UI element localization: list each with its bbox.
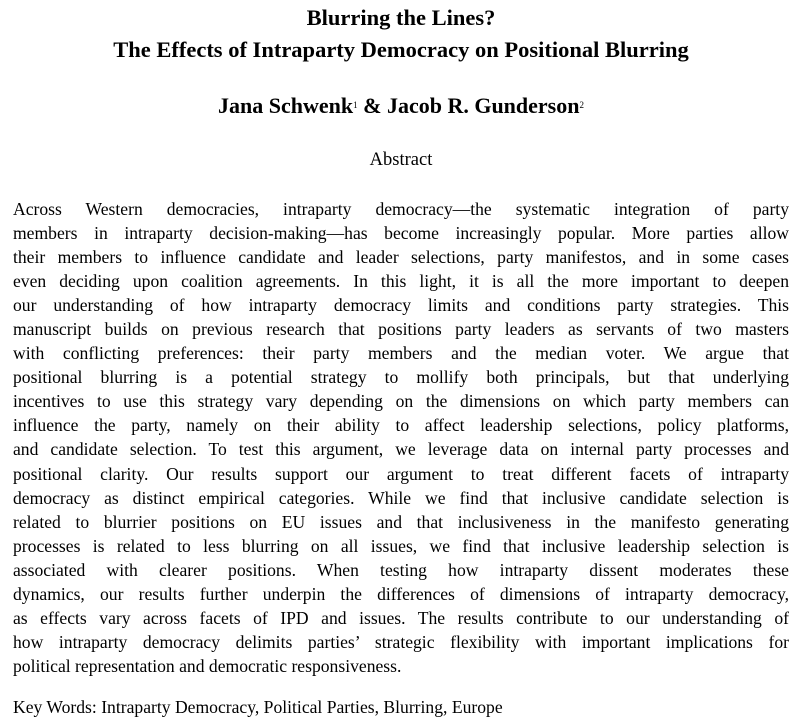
abstract-line: influence the party, namely on their ability to affect leadership selections, policy platforms, bbox=[13, 415, 789, 436]
paper-title-line-1: Blurring the Lines? bbox=[306, 5, 496, 30]
abstract-heading: Abstract bbox=[369, 150, 433, 170]
abstract-line: democracy as distinct empirical categories. While we find that inclusive candidate selection is bbox=[13, 487, 789, 508]
keywords-line bbox=[13, 694, 789, 720]
abstract-line: and candidate selection. To test this argument, we leverage data on internal party processes and bbox=[13, 439, 789, 460]
abstract-line: even deciding upon coalition agreements. In this light, it is all the more important to deepen bbox=[13, 271, 789, 292]
abstract-line: dynamics, our results further underpin the differences of dimensions of intraparty democracy, bbox=[13, 583, 789, 604]
keywords-label: Key Words bbox=[13, 697, 92, 717]
abstract-line: how intraparty democracy delimits parties’ strategic flexibility with important implications for bbox=[13, 631, 789, 652]
abstract-line: political representation and democratic responsiveness. bbox=[13, 655, 402, 676]
keywords-value: Intraparty Democracy, Political Parties, Blurring, Europe bbox=[101, 697, 503, 717]
author-list bbox=[0, 92, 802, 120]
abstract-line: members in intraparty decision-making—has become increasingly popular. More parties allow bbox=[13, 223, 789, 244]
paper-title-line-2: The Effects of Intraparty Democracy on Positional Blurring bbox=[113, 37, 689, 62]
abstract-line: positional clarity. Our results support our argument to treat different facets of intraparty bbox=[13, 463, 789, 484]
author-separator: & bbox=[357, 93, 387, 118]
author-name-1: Jana Schwenk bbox=[218, 93, 354, 118]
abstract-line: as effects vary across facets of IPD and issues. The results contribute to our understanding of bbox=[13, 607, 789, 628]
abstract-line: positional blurring is a potential strategy to mollify both principals, but that underlying bbox=[13, 367, 789, 388]
abstract-line: processes is related to less blurring on all issues, we find that inclusive leadership selection is bbox=[13, 535, 789, 556]
author-name-2: Jacob R. Gunderson bbox=[386, 93, 580, 118]
abstract-line: associated with clearer positions. When testing how intraparty dissent moderates these bbox=[13, 559, 789, 580]
abstract-line: with conflicting preferences: their party members and the median voter. We argue that bbox=[13, 343, 789, 364]
abstract-line: their members to influence candidate and leader selections, party manifestos, and in some cases bbox=[13, 247, 789, 268]
abstract-line: incentives to use this strategy vary depending on the dimensions on which party members can bbox=[13, 391, 789, 412]
author-affiliation-mark-2: 2 bbox=[579, 100, 584, 110]
abstract-line: manuscript builds on previous research that positions party leaders as servants of two masters bbox=[13, 319, 789, 340]
abstract-line: related to blurrier positions on EU issues and that inclusiveness in the manifesto generating bbox=[13, 511, 789, 532]
author-affiliation-mark-1: 1 bbox=[353, 100, 358, 110]
keywords-separator: : bbox=[91, 697, 102, 717]
abstract-line: Across Western democracies, intraparty democracy—the systematic integration of party bbox=[13, 199, 789, 219]
abstract-line: our understanding of how intraparty democracy limits and conditions party strategies. This bbox=[13, 295, 789, 316]
abstract-body bbox=[13, 197, 789, 678]
